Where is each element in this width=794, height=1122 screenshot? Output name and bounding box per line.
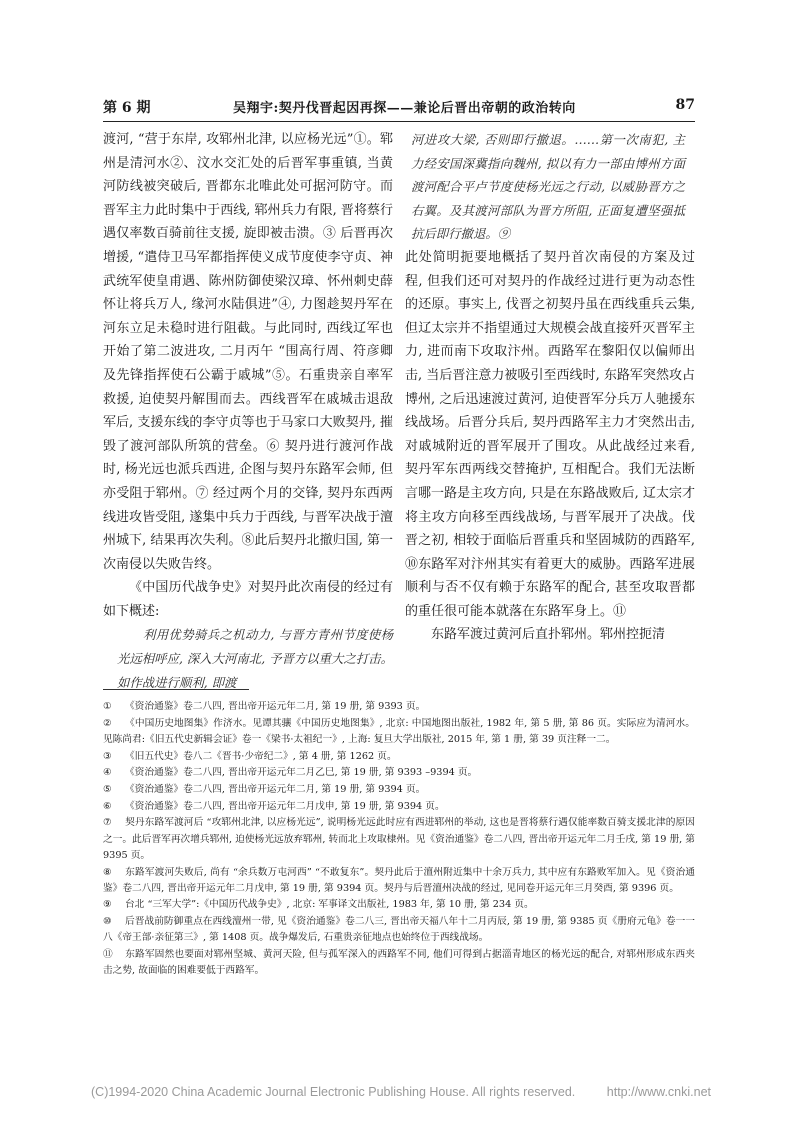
right-column [405, 128, 695, 647]
footnote-text: 《资治通鉴》卷二八四, 晋出帝开运元年二月, 第 19 册, 第 9393 页。 [125, 701, 426, 712]
left-column [103, 128, 393, 694]
footnote-marker: ① [103, 701, 112, 712]
cnki-link[interactable]: http://www.cnki.net [606, 1085, 711, 1099]
paragraph-3: 此处简明扼要地概括了契丹首次南侵的方案及过程, 但我们还可对契丹的作战经过进行更为动态性的还原。事实上, 伐晋之初契丹虽在西线重兵云集, 但辽太宗并不指望通过大规模会战直接歼灭晋军主力, 进而南下攻取汴州。西路军在黎阳仅以偏师出击, 当后晋注意力被吸引至西线时, 东路军突然攻占博州, 之后迅速渡过黄河, 迫使晋军分兵万人驰援东线战场。后晋分兵后, 契丹西路军主力才突然出击, 对戚城附近的晋军展开了围攻。从此战经过来看, 契丹军东西两线交替掩护, 互相配合。我们无法断言哪一路是主攻方向, 只是在东路战败后, 辽太宗才将主攻方向移至西线战场, 与晋军展开了决战。伐晋之初, 相较于面临后晋重兵和坚固城防的西路军, ⑩东路军对汴州其实有着更大的威胁。西路军进展顺利与否不仅有赖于东路军的配合, 甚至攻取晋都的重任很可能本就落在东路军身上。⑪ [405, 249, 695, 619]
footnote-4 [103, 765, 695, 781]
footnote-text: 《资治通鉴》卷二八四, 晋出帝开运元年二月乙巳, 第 19 册, 第 9393 –9394 页。 [125, 767, 478, 779]
footnotes [103, 699, 695, 980]
footnote-7 [103, 815, 695, 864]
footnote-marker: ⑧ [103, 866, 112, 878]
footnote-5 [103, 782, 695, 798]
footnote-3 [103, 749, 695, 765]
copyright-text: (C)1994-2020 China Academic Journal Electronic Publishing House. All rights reserved. [91, 1085, 576, 1099]
footnote-text: 台北 “三军大学”:《中国历代战争史》, 北京: 军事译文出版社, 1983 年, 第 10 册, 第 234 页。 [125, 899, 534, 911]
footnote-text: 东路军渡河失败后, 尚有 “余兵数万屯河西” “不敢复东”。契丹此后于澶州附近集中十余万兵力, 其中应有东路败军加入。见《资治通鉴》卷二八四, 晋出帝开运元年二月戊申, 第 19 册, 第 9394 页。契丹与后晋澶州决战的经过, 见同卷开运元年三月癸酉, 第 9396 页。 [103, 866, 695, 894]
footnote-text: 《资治通鉴》卷二八四, 晋出帝开运元年二月, 第 19 册, 第 9394 页。 [125, 784, 426, 796]
footnote-text: 契丹东路军渡河后 “攻郓州北津, 以应杨光远”, 说明杨光远此时应有西进郓州的举动, 这也是晋将蔡行遇仅能率数百骑支援北津的原因之一。此后晋军再次增兵郓州, 迫使杨光远放弃郓州, 转而北上攻取棣州。见《资治通鉴》卷二八四, 晋出帝开运元年二月壬戌, 第 19 册, 第 9395 页。 [103, 817, 695, 861]
footnote-9 [103, 897, 695, 913]
footnote-marker: ② [103, 717, 112, 729]
footnote-marker: ⑥ [103, 800, 112, 812]
footnote-8 [103, 865, 695, 897]
footnote-marker: ⑦ [103, 817, 112, 829]
block-quote-continued: 河进攻大梁, 否则即行撤退。……第一次南犯, 主力经安国深冀指向魏州, 拟以有力一部由博州方面渡河配合平卢节度使杨光远之行动, 以威胁晋方之右翼。及其渡河部队为晋方所阻, 正面复遭坚强抵抗后即行撤退。⑨ [411, 132, 685, 242]
footnote-marker: ⑤ [103, 784, 112, 796]
header-rule [103, 121, 695, 122]
footnote-6 [103, 799, 695, 815]
footnote-marker: ③ [103, 750, 112, 762]
block-quote-start [103, 623, 393, 694]
running-header [103, 97, 695, 119]
footnote-text: 《中国历史地图集》作济水。见谭其骧《中国历史地图集》, 北京: 中国地图出版社, 1982 年, 第 5 册, 第 86 页。实际应为清河水。见陈尚君:《旧五代史新辑会证》卷一《梁书·太祖纪一》, 上海: 复旦大学出版社, 2015 年, 第 1 册, 第 39 页注释一二。 [103, 717, 695, 745]
paragraph-4: 东路军渡过黄河后直扑郓州。郓州控扼清 [431, 627, 666, 643]
footnote-text: 《资治通鉴》卷二八四, 晋出帝开运元年二月戊申, 第 19 册, 第 9394 页。 [125, 800, 445, 812]
footnote-marker: ⑪ [103, 949, 113, 961]
footnote-2 [103, 716, 695, 748]
footnote-marker: ⑨ [103, 899, 112, 911]
issue-number: 第 6 期 [103, 100, 151, 116]
paragraph-1: 渡河, “营于东岸, 攻郓州北津, 以应杨光远”①。郓州是清河水②、汶水交汇处的后晋军事重镇, 当黄河防线被突破后, 晋都东北唯此处可据河防守。而晋军主力此时集中于西线, 郓州兵力有限, 晋将蔡行遇仅率数百骑前往支援, 旋即被击溃。③ 后晋再次增援, “遣侍卫马军都指挥使义成节度使李守贞、神武统军使皇甫遇、陈州防御使梁汉璋、怀州刺史薛怀让将兵万人, 缘河水陆俱进”④, 力图趁契丹军在河东立足未稳时进行阻截。与此同时, 西线辽军也开始了第二波进攻, 二月丙午 “围高行周、符彦卿及先锋指挥使石公霸于戚城”⑤。石重贵亲自率军救援, 迫使契丹解围而去。西线晋军在戚城击退敌军后, 支援东线的李守贞等也于马家口大败契丹, 摧毁了渡河部队所筑的营垒。⑥ 契丹进行渡河作战时, 杨光远也派兵西进, 企图与契丹东路军会师, 但亦受阻于郓州。⑦ 经过两个月的交锋, 契丹东西两线进攻皆受阻, 遂集中兵力于西线, 与晋军决战于澶州城下, 结果再次失利。⑧此后契丹北撤归国, 第一次南侵以失败告终。 [103, 132, 393, 572]
copyright-footer [91, 1085, 711, 1099]
footnote-10 [103, 914, 695, 946]
footnote-text: 东路军固然也要面对郓州坚城、黄河天险, 但与孤军深入的西路军不同, 他们可得到占据淄青地区的杨光远的配合, 对郓州形成东西夹击之势, 故面临的困难要低于西路军。 [103, 949, 695, 977]
footnote-11 [103, 947, 695, 979]
footnote-separator [103, 689, 249, 690]
footnote-1 [103, 699, 695, 715]
block-quote-text: 利用优势骑兵之机动力, 与晋方青州节度使杨光远相呼应, 深入大河南北, 予晋方以重大之打击。如作战进行顺利, 即渡 [117, 627, 393, 690]
running-title: 吴翔宇:契丹伐晋起因再探——兼论后晋出帝朝的政治转向 [233, 101, 576, 116]
footnote-text: 《旧五代史》卷八二《晋书·少帝纪二》, 第 4 册, 第 1262 页。 [125, 750, 397, 762]
page-number: 87 [675, 97, 695, 113]
footnote-marker: ④ [103, 767, 112, 779]
footnote-text: 后晋战前防御重点在西线澶州一带, 见《资治通鉴》卷二八三, 晋出帝天福八年十二月丙辰, 第 19 册, 第 9385 页《册府元龟》卷一一八《帝王部·亲征第三》, 第 1408 页。战争爆发后, 石重贵亲征地点也始终位于西线战场。 [103, 916, 695, 944]
paragraph-2: 《中国历代战争史》对契丹此次南侵的经过有如下概述: [103, 580, 393, 619]
footnote-marker: ⑩ [103, 916, 112, 928]
